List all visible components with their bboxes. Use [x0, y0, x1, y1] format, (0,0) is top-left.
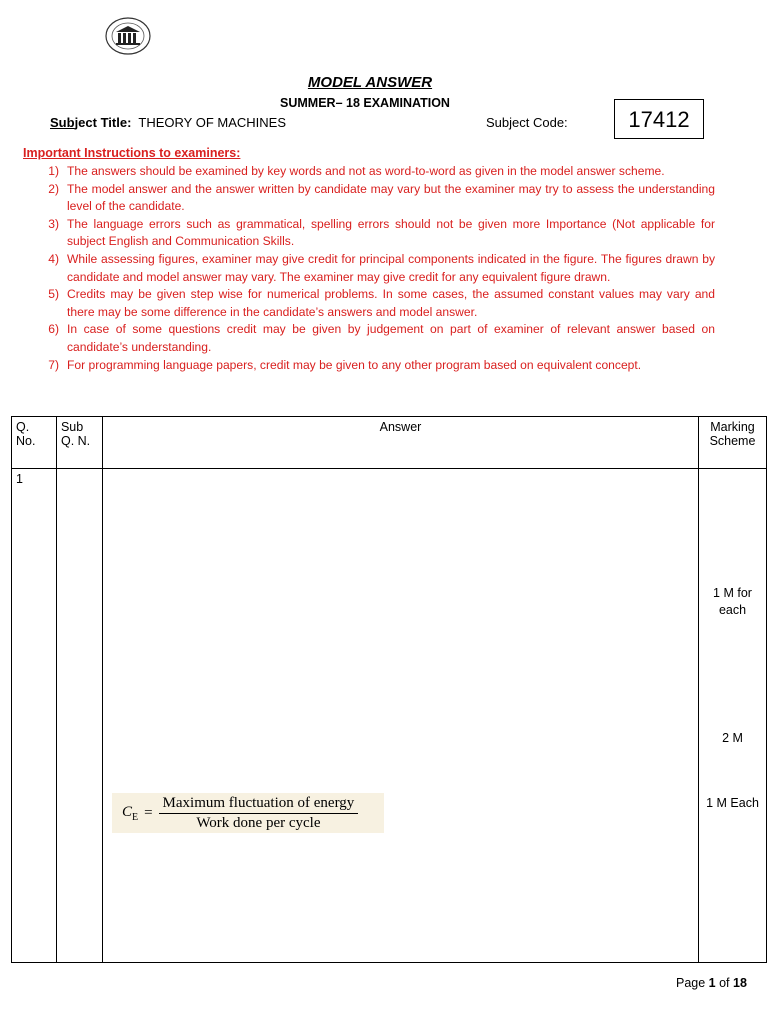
subject-title-label: ject Title:	[74, 115, 132, 130]
page-number: 1	[708, 976, 716, 990]
mark-1m-each-2: 1 M Each	[706, 796, 759, 810]
answer-table	[11, 416, 767, 963]
instruction-item	[23, 286, 715, 321]
footer-prefix: Page	[676, 976, 709, 990]
instruction-text: While assessing figures, examiner may give credit for principal components indicated in the figure. The figures drawn by candidate and model answer may vary. The examiner may give credit for any equivalent figure drawn.	[67, 251, 715, 284]
cell-answer	[102, 469, 698, 963]
subject-title-value: THEORY OF MACHINES	[138, 115, 287, 130]
table-header-row	[12, 417, 767, 469]
formula-symbol: C	[121, 803, 132, 820]
subject-title-label-underlined: Sub	[50, 115, 75, 130]
instruction-number: 6)	[48, 322, 59, 337]
instruction-item	[23, 321, 715, 356]
instruction-number: 5)	[48, 287, 59, 302]
energy-fluctuation-formula	[112, 793, 384, 833]
mark-2m: 2 M	[722, 731, 743, 745]
footer-of: of	[715, 976, 733, 990]
instruction-item	[23, 357, 715, 375]
institution-logo	[104, 16, 152, 56]
page-total: 18	[733, 976, 747, 990]
subject-code: 17412	[614, 99, 704, 139]
cell-marking-scheme	[699, 469, 767, 963]
instruction-item	[23, 216, 715, 251]
formula-numerator: Maximum fluctuation of energy	[159, 795, 359, 814]
cell-sub-qn	[56, 469, 102, 963]
instruction-number: 7)	[48, 357, 59, 372]
instruction-number: 1)	[48, 164, 59, 178]
header-marking-scheme: Marking Scheme	[699, 417, 767, 469]
header-sub-qn: Sub Q. N.	[56, 417, 102, 469]
instruction-text: For programming language papers, credit may be given to any other program based on equivalent concept.	[67, 357, 642, 372]
subject-code-label: Subject Code:	[486, 115, 568, 130]
formula-lhs	[122, 804, 138, 823]
instruction-item	[23, 181, 715, 216]
table-row	[12, 469, 767, 963]
instructions-heading: Important Instructions to examiners:	[23, 146, 241, 160]
instruction-text: In case of some questions credit may be given by judgement on part of examiner of relevant answer based on candidate’s understanding.	[67, 322, 715, 354]
header-answer: Answer	[102, 417, 698, 469]
instructions-list	[23, 163, 715, 374]
instruction-text: The model answer and the answer written by candidate may vary but the examiner may try to assess the understanding level of the candidate.	[67, 181, 715, 214]
instruction-item	[23, 251, 715, 286]
formula-equals: =	[144, 804, 153, 821]
header-q-no: Q. No.	[12, 417, 57, 469]
exam-name: SUMMER– 18 EXAMINATION	[280, 96, 450, 110]
cell-q-no: 1	[12, 469, 57, 963]
document-title: MODEL ANSWER	[307, 74, 433, 91]
instruction-number: 4)	[48, 251, 59, 266]
formula-subscript: E	[131, 811, 139, 823]
instruction-text: The answers should be examined by key words and not as word-to-word as given in the model answer scheme.	[67, 164, 665, 178]
formula-fraction	[159, 795, 359, 832]
instruction-number: 3)	[48, 216, 59, 231]
subject-title	[50, 115, 286, 130]
instruction-number: 2)	[48, 181, 59, 196]
instruction-item	[23, 163, 715, 181]
instruction-text: The language errors such as grammatical, spelling errors should not be given more Importance (Not applicable for subject English and Communication Skills.	[67, 216, 715, 249]
formula-denominator: Work done per cycle	[196, 814, 321, 831]
instruction-text: Credits may be given step wise for numerical problems. In some cases, the assumed constant values may vary and there may be some difference in the candidate’s answers and model answer.	[67, 287, 715, 319]
page-footer	[676, 976, 747, 990]
mark-1m-each: 1 M for each	[713, 586, 752, 617]
